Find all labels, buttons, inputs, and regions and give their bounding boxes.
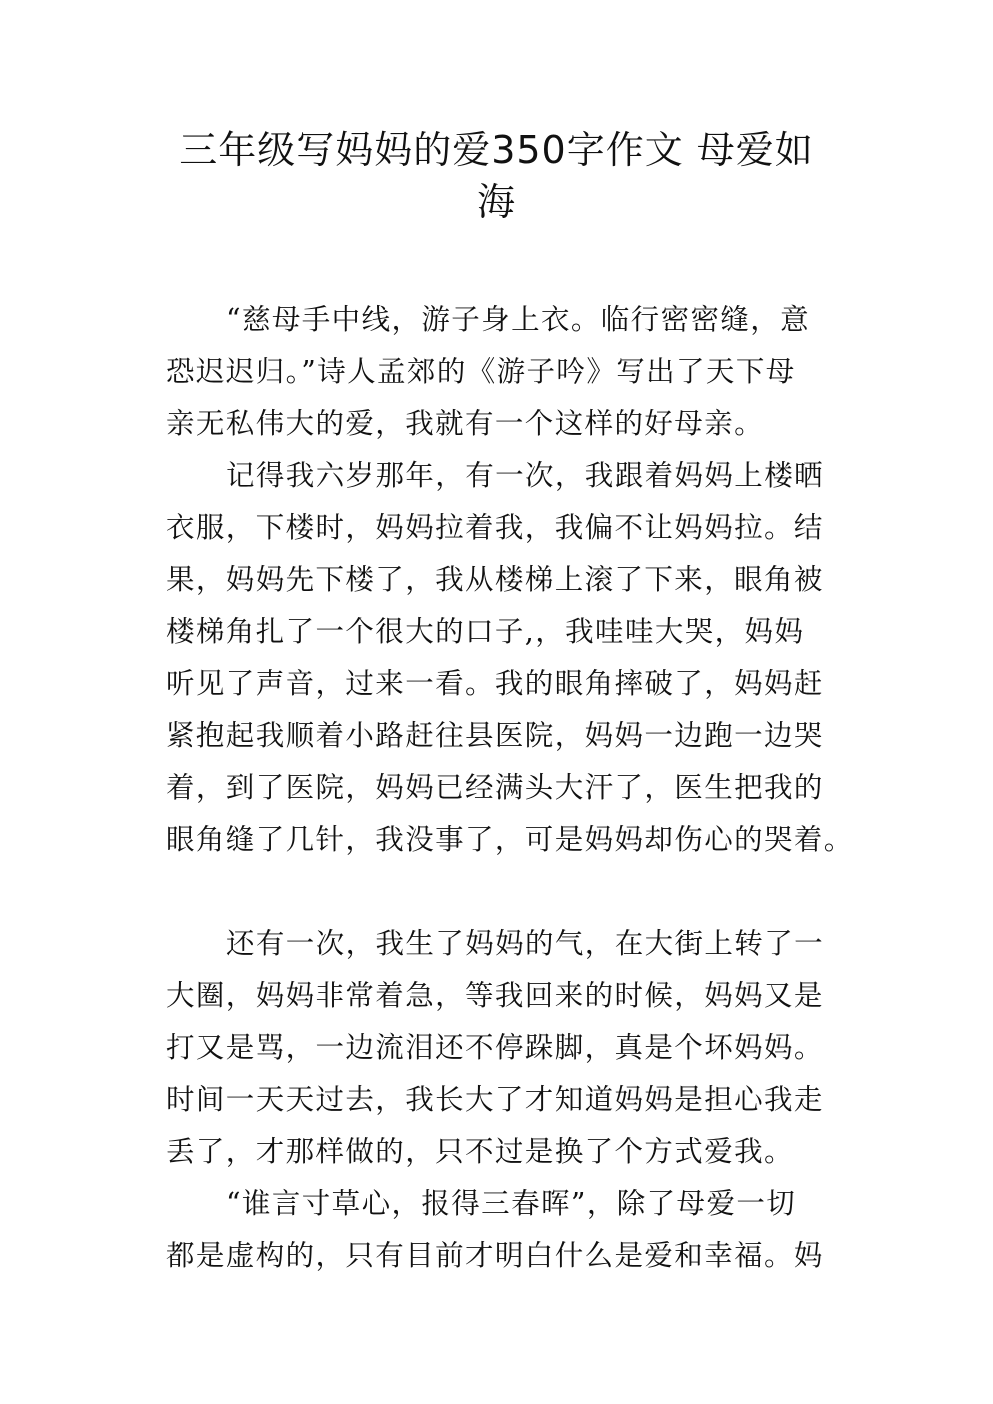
title-line-2: 海 xyxy=(476,180,516,224)
document-title xyxy=(120,124,873,228)
body-line-17: “谁言寸草心，报得三春晖”，除了母爱一切 xyxy=(226,1187,797,1220)
body-line-11: 眼角缝了几针，我没事了，可是妈妈却伤心的哭着。 xyxy=(166,823,854,856)
body-line-6: 果，妈妈先下楼了，我从楼梯上滚了下来，眼角被 xyxy=(166,563,824,596)
body-line-13: 大圈，妈妈非常着急，等我回来的时候，妈妈又是 xyxy=(166,979,824,1012)
body-line-12: 还有一次，我生了妈妈的气，在大街上转了一 xyxy=(226,927,825,960)
body-line-8: 听见了声音，过来一看。我的眼角摔破了，妈妈赶 xyxy=(166,667,824,700)
body-line-2: 恐迟迟归。”诗人孟郊的《游子吟》写出了天下母 xyxy=(166,355,796,388)
body-line-16: 丢了，才那样做的，只不过是换了个方式爱我。 xyxy=(166,1135,794,1168)
body-line-1: “慈母手中线，游子身上衣。临行密密缝，意 xyxy=(226,303,811,336)
body-line-5: 衣服，下楼时，妈妈拉着我，我偏不让妈妈拉。结 xyxy=(166,511,824,544)
body-line-3: 亲无私伟大的爱，我就有一个这样的好母亲。 xyxy=(166,407,765,440)
body-line-9: 紧抱起我顺着小路赶往县医院，妈妈一边跑一边哭 xyxy=(166,719,824,752)
body-line-10: 着，到了医院，妈妈已经满头大汗了，医生把我的 xyxy=(166,771,824,804)
body-line-7: 楼梯角扎了一个很大的口子,，我哇哇大哭，妈妈 xyxy=(166,615,805,648)
body-line-15: 时间一天天过去，我长大了才知道妈妈是担心我走 xyxy=(166,1083,824,1116)
title-line-1: 三年级写妈妈的爱350字作文 母爱如 xyxy=(179,128,814,172)
body-line-4: 记得我六岁那年，有一次，我跟着妈妈上楼晒 xyxy=(226,459,825,492)
body-line-14: 打又是骂，一边流泪还不停跺脚，真是个坏妈妈。 xyxy=(166,1031,824,1064)
body-line-18: 都是虚构的，只有目前才明白什么是爱和幸福。妈 xyxy=(166,1239,824,1272)
